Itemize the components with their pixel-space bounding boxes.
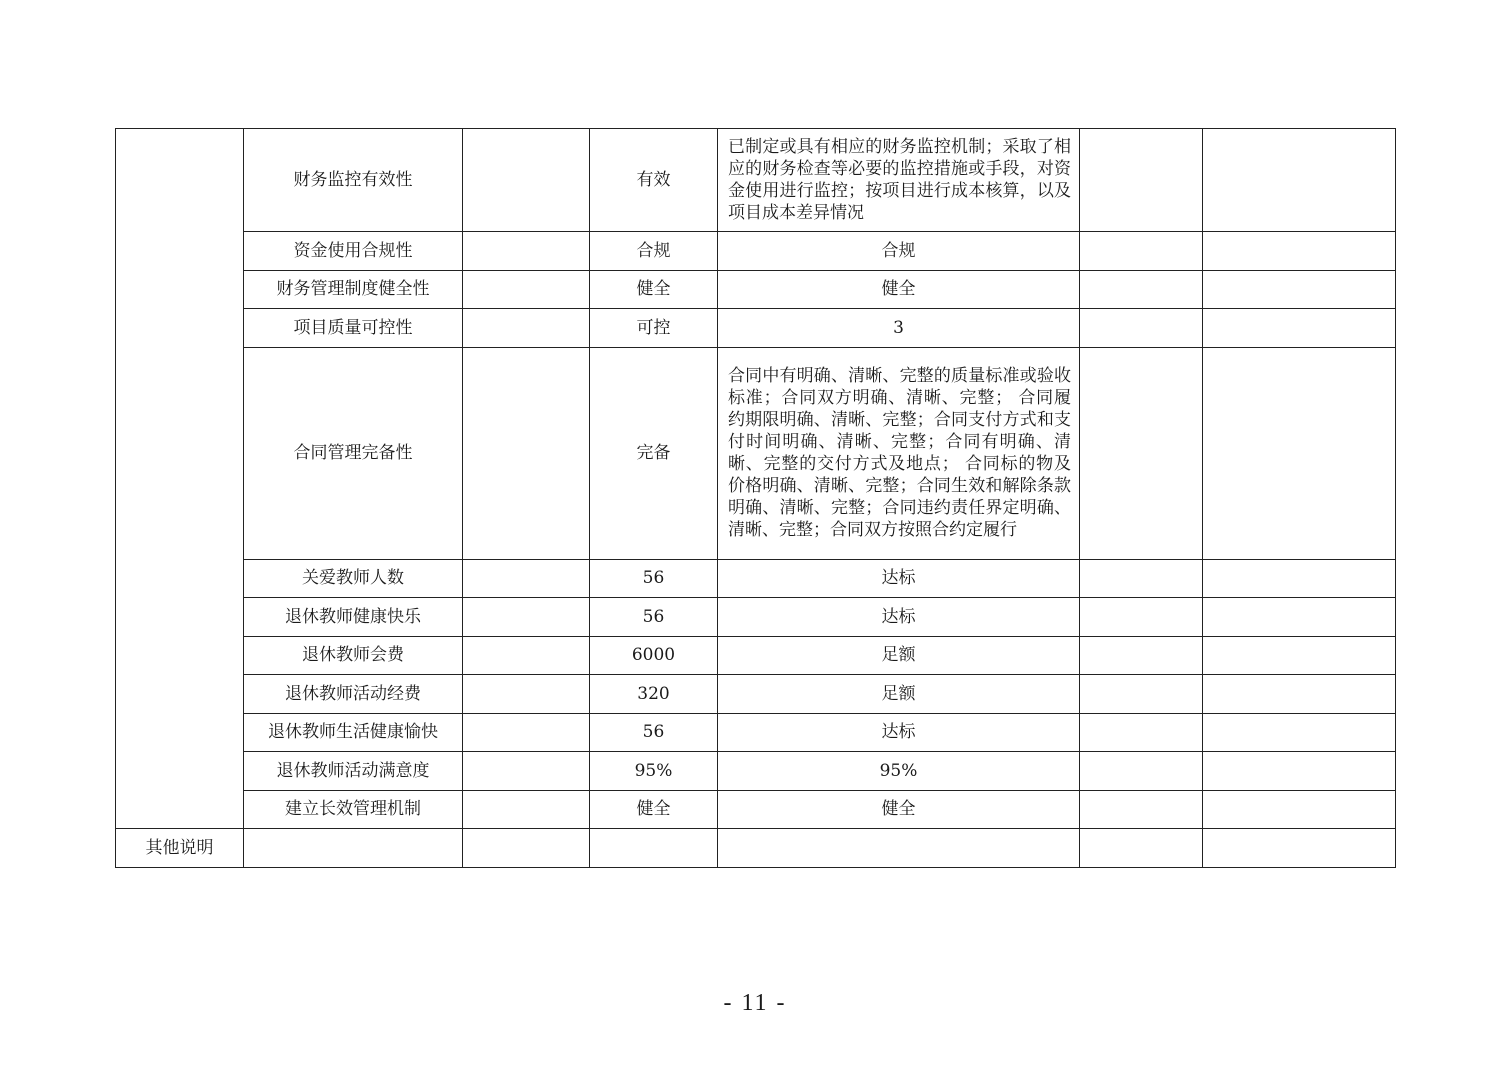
score-cell xyxy=(1080,713,1203,752)
remark-cell xyxy=(1203,129,1396,232)
indicator-cell: 关爱教师人数 xyxy=(244,559,463,598)
target-value-cell: 6000 xyxy=(590,636,718,675)
empty-cell xyxy=(463,752,590,791)
empty-cell xyxy=(463,675,590,714)
indicator-cell: 建立长效管理机制 xyxy=(244,790,463,829)
actual-value-cell: 健全 xyxy=(718,790,1080,829)
remark-cell xyxy=(1203,752,1396,791)
score-cell xyxy=(1080,598,1203,637)
empty-cell xyxy=(463,270,590,309)
empty-cell xyxy=(244,829,463,868)
indicator-cell: 财务管理制度健全性 xyxy=(244,270,463,309)
empty-cell xyxy=(463,559,590,598)
remark-cell xyxy=(1203,232,1396,271)
target-value-cell: 完备 xyxy=(590,347,718,559)
table-row xyxy=(116,636,1396,675)
indicator-cell: 退休教师会费 xyxy=(244,636,463,675)
indicator-cell: 合同管理完备性 xyxy=(244,347,463,559)
performance-indicator-table xyxy=(115,128,1396,868)
target-value-cell: 健全 xyxy=(590,790,718,829)
remark-cell xyxy=(1203,270,1396,309)
indicator-cell: 退休教师生活健康愉快 xyxy=(244,713,463,752)
target-value-cell: 健全 xyxy=(590,270,718,309)
indicator-cell: 项目质量可控性 xyxy=(244,309,463,348)
indicator-cell: 退休教师活动满意度 xyxy=(244,752,463,791)
actual-value-cell: 足额 xyxy=(718,675,1080,714)
other-notes-label: 其他说明 xyxy=(116,829,244,868)
table-row xyxy=(116,598,1396,637)
empty-cell xyxy=(463,309,590,348)
empty-cell xyxy=(463,129,590,232)
table-row xyxy=(116,559,1396,598)
empty-cell xyxy=(718,829,1080,868)
actual-value-cell: 已制定或具有相应的财务监控机制；采取了相应的财务检查等必要的监控措施或手段，对资金使用进行监控；按项目进行成本核算，以及项目成本差异情况 xyxy=(718,129,1080,232)
actual-value-cell: 健全 xyxy=(718,270,1080,309)
actual-value-cell: 3 xyxy=(718,309,1080,348)
score-cell xyxy=(1080,675,1203,714)
target-value-cell: 95% xyxy=(590,752,718,791)
actual-value-cell: 合同中有明确、清晰、完整的质量标准或验收标准；合同双方明确、清晰、完整； 合同履约期限明确、清晰、完整；合同支付方式和支付时间明确、清晰、完整；合同有明确、清晰、完整的交付方式及地点； 合同标的物及价格明确、清晰、完整；合同生效和解除条款明确、清晰、完整；合同违约责任界定明确、清晰、完整；合同双方按照合约定履行 xyxy=(718,347,1080,559)
remark-cell xyxy=(1203,790,1396,829)
score-cell xyxy=(1080,270,1203,309)
target-value-cell: 56 xyxy=(590,713,718,752)
table-row xyxy=(116,129,1396,232)
remark-cell xyxy=(1203,598,1396,637)
empty-cell xyxy=(1203,829,1396,868)
score-cell xyxy=(1080,559,1203,598)
score-cell xyxy=(1080,309,1203,348)
empty-cell xyxy=(463,598,590,637)
actual-value-cell: 合规 xyxy=(718,232,1080,271)
remark-cell xyxy=(1203,636,1396,675)
remark-cell xyxy=(1203,309,1396,348)
actual-value-cell: 足额 xyxy=(718,636,1080,675)
target-value-cell: 有效 xyxy=(590,129,718,232)
score-cell xyxy=(1080,347,1203,559)
empty-cell xyxy=(463,713,590,752)
table-row xyxy=(116,752,1396,791)
empty-cell xyxy=(1080,829,1203,868)
table-row xyxy=(116,713,1396,752)
table-row xyxy=(116,790,1396,829)
indicator-cell: 财务监控有效性 xyxy=(244,129,463,232)
empty-cell xyxy=(463,829,590,868)
indicator-cell: 退休教师活动经费 xyxy=(244,675,463,714)
indicator-cell: 资金使用合规性 xyxy=(244,232,463,271)
table-row xyxy=(116,270,1396,309)
remark-cell xyxy=(1203,559,1396,598)
table-row xyxy=(116,347,1396,559)
empty-cell xyxy=(463,347,590,559)
score-cell xyxy=(1080,752,1203,791)
table-row xyxy=(116,675,1396,714)
table-row xyxy=(116,232,1396,271)
score-cell xyxy=(1080,129,1203,232)
score-cell xyxy=(1080,636,1203,675)
target-value-cell: 320 xyxy=(590,675,718,714)
empty-cell xyxy=(463,636,590,675)
actual-value-cell: 达标 xyxy=(718,713,1080,752)
remark-cell xyxy=(1203,713,1396,752)
target-value-cell: 56 xyxy=(590,559,718,598)
score-cell xyxy=(1080,790,1203,829)
actual-value-cell: 达标 xyxy=(718,559,1080,598)
category-merged-cell xyxy=(116,129,244,829)
table-row xyxy=(116,309,1396,348)
empty-cell xyxy=(463,790,590,829)
remark-cell xyxy=(1203,347,1396,559)
empty-cell xyxy=(463,232,590,271)
target-value-cell: 56 xyxy=(590,598,718,637)
actual-value-cell: 达标 xyxy=(718,598,1080,637)
score-cell xyxy=(1080,232,1203,271)
indicator-cell: 退休教师健康快乐 xyxy=(244,598,463,637)
page-number: - 11 - xyxy=(723,990,787,1016)
other-notes-row xyxy=(116,829,1396,868)
actual-value-cell: 95% xyxy=(718,752,1080,791)
target-value-cell: 可控 xyxy=(590,309,718,348)
target-value-cell: 合规 xyxy=(590,232,718,271)
remark-cell xyxy=(1203,675,1396,714)
empty-cell xyxy=(590,829,718,868)
